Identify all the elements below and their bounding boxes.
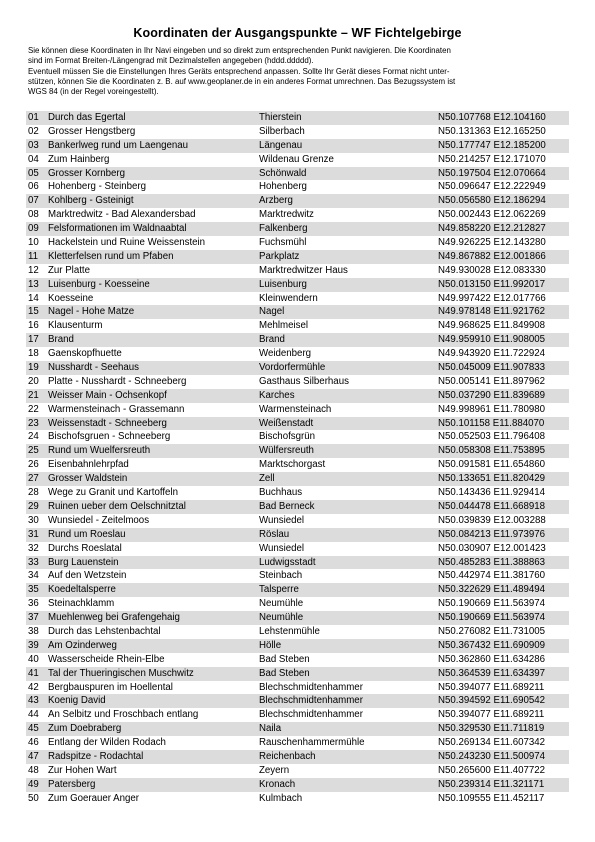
route-name: Rund um Roeslau	[48, 528, 126, 540]
row-number: 26	[28, 459, 39, 471]
table-row	[26, 347, 569, 361]
coordinates: N49.998961 E11.780980	[438, 403, 546, 415]
start-place: Parkplatz	[259, 250, 300, 262]
row-number: 02	[28, 125, 39, 137]
coordinates: N50.131363 E12.165250	[438, 125, 546, 137]
coordinates: N50.197504 E12.070664	[438, 167, 546, 179]
start-place: Neumühle	[259, 598, 304, 610]
route-name: Grosser Waldstein	[48, 473, 128, 485]
route-name: Bankerlweg rund um Laengenau	[48, 139, 189, 151]
route-name: Bergbauspuren im Hoellental	[48, 681, 173, 693]
table-row	[26, 486, 569, 500]
start-place: Warmensteinach	[259, 403, 332, 415]
row-number: 16	[28, 320, 39, 332]
route-name: Hackelstein und Ruine Weissenstein	[48, 237, 206, 249]
table-row	[26, 292, 569, 306]
row-number: 48	[28, 764, 39, 776]
row-number: 17	[28, 334, 39, 346]
table-row	[26, 250, 569, 264]
table-row	[26, 236, 569, 250]
coordinates: N50.084213 E11.973976	[438, 528, 546, 540]
row-number: 01	[28, 112, 39, 123]
coordinates: N50.091581 E11.654860	[438, 459, 546, 471]
route-name: Am Ozinderweg	[48, 639, 117, 651]
route-name: Felsformationen im Waldnaabtal	[48, 223, 187, 235]
start-place: Marktredwitzer Haus	[259, 264, 348, 276]
start-place: Mehlmeisel	[259, 320, 308, 332]
row-number: 50	[28, 792, 39, 804]
coordinates: N50.044478 E11.668918	[438, 500, 546, 512]
row-number: 49	[28, 778, 39, 790]
coordinates: N50.109555 E11.452117	[438, 792, 545, 804]
row-number: 44	[28, 709, 39, 721]
route-name: Grosser Hengstberg	[48, 125, 136, 137]
table-row	[26, 125, 569, 139]
start-place: Zeyern	[259, 764, 290, 776]
route-name: Weissenstadt - Schneeberg	[48, 417, 167, 429]
coordinates: N49.978148 E11.921762	[438, 306, 546, 318]
row-number: 11	[28, 250, 39, 262]
table-row	[26, 681, 569, 695]
table-row	[26, 417, 569, 431]
route-name: Durchs Roeslatal	[48, 542, 122, 554]
coordinates: N50.096647 E12.222949	[438, 181, 546, 193]
coordinates: N50.190669 E11.563974	[438, 598, 546, 610]
route-name: An Selbitz und Froschbach entlang	[48, 709, 199, 721]
start-place: Rauschenhammermühle	[259, 737, 365, 749]
start-place: Blechschmidtenhammer	[259, 709, 363, 721]
coordinates: N49.959910 E11.908005	[438, 334, 546, 346]
table-row	[26, 319, 569, 333]
table-row	[26, 458, 569, 472]
intro-line: stützen, können Sie die Koordinaten z. B. auf www.geoplaner.de in ein anderes Format umrechnen. Das Bezugssystem ist	[28, 76, 456, 86]
intro-line: sind im Format Breiten-/Längengrad mit Dezimalstellen angegeben (hddd.ddddd).	[28, 56, 314, 66]
route-name: Koenig David	[48, 695, 106, 707]
coordinates: N50.362860 E11.634286	[438, 653, 546, 665]
row-number: 37	[28, 612, 39, 624]
route-name: Radspitze - Rodachtal	[48, 750, 144, 762]
row-number: 05	[28, 167, 39, 179]
route-name: Nusshardt - Seehaus	[48, 362, 140, 374]
table-row	[26, 722, 569, 736]
start-place: Zell	[259, 473, 275, 485]
route-name: Wasserscheide Rhein-Elbe	[48, 653, 165, 665]
table-row	[26, 361, 569, 375]
route-name: Weisser Main - Ochsenkopf	[48, 389, 167, 401]
row-number: 18	[28, 348, 39, 360]
route-name: Tal der Thueringischen Muschwitz	[48, 667, 194, 679]
coordinates: N50.143436 E11.929414	[438, 487, 546, 499]
table-row	[26, 569, 569, 583]
coordinates-table	[26, 111, 569, 806]
row-number: 13	[28, 278, 39, 290]
row-number: 36	[28, 598, 39, 610]
table-row	[26, 611, 569, 625]
route-name: Zum Goerauer Anger	[48, 792, 139, 804]
row-number: 07	[28, 195, 39, 207]
start-place: Hölle	[259, 639, 282, 651]
route-name: Koesseine	[48, 292, 94, 304]
intro-line: Sie können diese Koordinaten in Ihr Navi eingeben und so direkt zum entsprechenden Punkt navigieren. Die Koordinaten	[28, 46, 451, 55]
start-place: Wildenau Grenze	[259, 153, 334, 165]
intro-line: WGS 84 (in der Regel voreingestellt).	[28, 87, 159, 97]
start-place: Falkenberg	[259, 223, 308, 235]
table-row	[26, 403, 569, 417]
coordinates: N50.265600 E11.407722	[438, 764, 546, 776]
table-row	[26, 194, 569, 208]
start-place: Steinbach	[259, 570, 303, 582]
table-row	[26, 389, 569, 403]
coordinates: N50.056580 E12.186294	[438, 195, 546, 207]
route-name: Wunsiedel - Zeitelmoos	[48, 514, 150, 526]
start-place: Ludwigsstadt	[259, 556, 316, 568]
route-name: Luisenburg - Koesseine	[48, 278, 150, 290]
start-place: Brand	[259, 334, 285, 346]
coordinates: N50.329530 E11.711819	[438, 723, 545, 735]
coordinates: N50.045009 E11.907833	[438, 362, 546, 374]
row-number: 30	[28, 514, 39, 526]
row-number: 24	[28, 431, 39, 443]
start-place: Buchhaus	[259, 487, 303, 499]
table-row	[26, 278, 569, 292]
table-row	[26, 472, 569, 486]
table-row	[26, 264, 569, 278]
coordinates: N50.394077 E11.689211	[438, 709, 545, 721]
row-number: 15	[28, 306, 39, 318]
route-name: Ruinen ueber dem Oelschnitztal	[48, 500, 186, 512]
route-name: Warmensteinach - Grassemann	[48, 403, 185, 415]
start-place: Schönwald	[259, 167, 307, 179]
table-row	[26, 222, 569, 236]
route-name: Kohlberg - Gsteinigt	[48, 195, 134, 207]
route-name: Zur Hohen Wart	[48, 764, 117, 776]
start-place: Lehstenmühle	[259, 625, 320, 637]
start-place: Hohenberg	[259, 181, 307, 193]
table-row	[26, 639, 569, 653]
coordinates: N50.107768 E12.104160	[438, 112, 546, 123]
row-number: 22	[28, 403, 39, 415]
route-name: Auf den Wetzstein	[48, 570, 127, 582]
table-row	[26, 514, 569, 528]
coordinates: N50.276082 E11.731005	[438, 625, 546, 637]
coordinates: N50.243230 E11.500974	[438, 750, 546, 762]
row-number: 06	[28, 181, 39, 193]
coordinates: N50.190669 E11.563974	[438, 612, 546, 624]
route-name: Kletterfelsen rund um Pfaben	[48, 250, 174, 262]
row-number: 41	[28, 667, 39, 679]
route-name: Eisenbahnlehrpfad	[48, 459, 129, 471]
table-row	[26, 375, 569, 389]
route-name: Bischofsgruen - Schneeberg	[48, 431, 171, 443]
route-name: Durch das Lehstenbachtal	[48, 625, 161, 637]
row-number: 10	[28, 237, 39, 249]
row-number: 12	[28, 264, 39, 276]
table-row	[26, 500, 569, 514]
start-place: Reichenbach	[259, 750, 316, 762]
coordinates: N50.269134 E11.607342	[438, 737, 546, 749]
start-place: Bad Steben	[259, 653, 310, 665]
start-place: Nagel	[259, 306, 285, 318]
row-number: 43	[28, 695, 39, 707]
coordinates: N50.002443 E12.062269	[438, 209, 546, 221]
start-place: Silberbach	[259, 125, 305, 137]
start-place: Bad Steben	[259, 667, 310, 679]
route-name: Grosser Kornberg	[48, 167, 125, 179]
row-number: 03	[28, 139, 39, 151]
row-number: 45	[28, 723, 39, 735]
start-place: Weidenberg	[259, 348, 312, 360]
table-row	[26, 528, 569, 542]
coordinates: N49.858220 E12.212827	[438, 223, 546, 235]
table-row	[26, 542, 569, 556]
route-name: Burg Lauenstein	[48, 556, 119, 568]
coordinates: N50.485283 E11.388863	[438, 556, 546, 568]
start-place: Fuchsmühl	[259, 237, 307, 249]
coordinates: N49.968625 E11.849908	[438, 320, 546, 332]
route-name: Koedeltalsperre	[48, 584, 116, 596]
table-row	[26, 778, 569, 792]
coordinates: N50.133651 E11.820429	[438, 473, 546, 485]
start-place: Gasthaus Silberhaus	[259, 375, 349, 387]
coordinates: N50.394077 E11.689211	[438, 681, 545, 693]
table-row	[26, 653, 569, 667]
route-name: Durch das Egertal	[48, 112, 126, 123]
start-place: Bad Berneck	[259, 500, 315, 512]
row-number: 42	[28, 681, 39, 693]
intro-line: Eventuell müssen Sie die Einstellungen Ihres Geräts entsprechend anpassen. Sollte Ihr Gerät dieses Format nicht unter-	[28, 66, 450, 76]
route-name: Steinachklamm	[48, 598, 115, 610]
table-row	[26, 430, 569, 444]
row-number: 40	[28, 653, 39, 665]
coordinates: N50.364539 E11.634397	[438, 667, 546, 679]
table-row	[26, 153, 569, 167]
coordinates: N50.005141 E11.897962	[438, 375, 546, 387]
route-name: Zum Doebraberg	[48, 723, 122, 735]
start-place: Kulmbach	[259, 792, 303, 804]
start-place: Bischofsgrün	[259, 431, 316, 443]
route-name: Gaenskopfhuette	[48, 348, 122, 360]
row-number: 47	[28, 750, 39, 762]
start-place: Vordorfermühle	[259, 362, 326, 374]
start-place: Marktschorgast	[259, 459, 326, 471]
start-place: Kleinwendern	[259, 292, 318, 304]
coordinates: N50.039839 E12.003288	[438, 514, 546, 526]
coordinates: N50.214257 E12.171070	[438, 153, 546, 165]
table-row	[26, 750, 569, 764]
table-row	[26, 333, 569, 347]
coordinates: N50.394592 E11.690542	[438, 695, 546, 707]
table-row	[26, 667, 569, 681]
coordinates: N50.037290 E11.839689	[438, 389, 546, 401]
table-row	[26, 208, 569, 222]
row-number: 14	[28, 292, 39, 304]
route-name: Nagel - Hohe Matze	[48, 306, 135, 318]
table-row	[26, 708, 569, 722]
start-place: Karches	[259, 389, 295, 401]
start-place: Luisenburg	[259, 278, 307, 290]
row-number: 34	[28, 570, 39, 582]
table-row	[26, 444, 569, 458]
row-number: 38	[28, 625, 39, 637]
route-name: Platte - Nusshardt - Schneeberg	[48, 375, 187, 387]
coordinates: N50.322629 E11.489494	[438, 584, 546, 596]
route-name: Entlang der Wilden Rodach	[48, 737, 166, 749]
coordinates: N49.926225 E12.143280	[438, 237, 546, 249]
start-place: Blechschmidtenhammer	[259, 695, 363, 707]
table-row	[26, 792, 569, 806]
coordinates: N50.101158 E11.884070	[438, 417, 545, 429]
route-name: Hohenberg - Steinberg	[48, 181, 147, 193]
start-place: Talsperre	[259, 584, 299, 596]
coordinates: N50.177747 E12.185200	[438, 139, 546, 151]
intro-text	[28, 46, 570, 97]
table-row	[26, 139, 569, 153]
start-place: Weißenstadt	[259, 417, 314, 429]
start-place: Wunsiedel	[259, 514, 305, 526]
row-number: 20	[28, 375, 39, 387]
route-name: Marktredwitz - Bad Alexandersbad	[48, 209, 196, 221]
start-place: Blechschmidtenhammer	[259, 681, 363, 693]
table-row	[26, 736, 569, 750]
coordinates: N50.367432 E11.690909	[438, 639, 546, 651]
start-place: Kronach	[259, 778, 296, 790]
page-title: Koordinaten der Ausgangspunkte – WF Fichtelgebirge	[133, 26, 462, 40]
row-number: 25	[28, 445, 39, 457]
coordinates: N50.030907 E12.001423	[438, 542, 546, 554]
start-place: Naila	[259, 723, 282, 735]
row-number: 46	[28, 737, 39, 749]
table-row	[26, 556, 569, 570]
row-number: 19	[28, 362, 39, 374]
table-row	[26, 694, 569, 708]
start-place: Röslau	[259, 528, 290, 540]
table-row	[26, 180, 569, 194]
row-number: 04	[28, 153, 39, 165]
start-place: Wunsiedel	[259, 542, 305, 554]
row-number: 27	[28, 473, 39, 485]
table-row	[26, 583, 569, 597]
table-row	[26, 305, 569, 319]
table-row	[26, 597, 569, 611]
row-number: 21	[28, 389, 39, 401]
coordinates: N50.058308 E11.753895	[438, 445, 546, 457]
row-number: 09	[28, 223, 39, 235]
row-number: 39	[28, 639, 39, 651]
route-name: Klausenturm	[48, 320, 103, 332]
route-name: Zur Platte	[48, 264, 90, 276]
row-number: 33	[28, 556, 39, 568]
table-row	[26, 764, 569, 778]
row-number: 35	[28, 584, 39, 596]
table-row	[26, 167, 569, 181]
coordinates: N49.997422 E12.017766	[438, 292, 546, 304]
start-place: Marktredwitz	[259, 209, 314, 221]
coordinates: N49.867882 E12.001866	[438, 250, 546, 262]
row-number: 29	[28, 500, 39, 512]
row-number: 32	[28, 542, 39, 554]
coordinates: N50.442974 E11.381760	[438, 570, 546, 582]
start-place: Wülfersreuth	[259, 445, 314, 457]
table-row	[26, 111, 569, 125]
row-number: 23	[28, 417, 39, 429]
route-name: Zum Hainberg	[48, 153, 110, 165]
start-place: Arzberg	[259, 195, 293, 207]
coordinates: N49.943920 E11.722924	[438, 348, 546, 360]
start-place: Längenau	[259, 139, 303, 151]
start-place: Thierstein	[259, 112, 302, 123]
coordinates: N50.013150 E11.992017	[438, 278, 546, 290]
coordinates: N50.239314 E11.321171	[438, 778, 545, 790]
route-name: Patersberg	[48, 778, 96, 790]
route-name: Brand	[48, 334, 74, 346]
route-name: Muehlenweg bei Grafengehaig	[48, 612, 180, 624]
row-number: 08	[28, 209, 39, 221]
row-number: 28	[28, 487, 39, 499]
start-place: Neumühle	[259, 612, 304, 624]
route-name: Wege zu Granit und Kartoffeln	[48, 487, 178, 499]
coordinates: N50.052503 E11.796408	[438, 431, 546, 443]
coordinates: N49.930028 E12.083330	[438, 264, 546, 276]
row-number: 31	[28, 528, 39, 540]
route-name: Rund um Wuelfersreuth	[48, 445, 151, 457]
table-row	[26, 625, 569, 639]
